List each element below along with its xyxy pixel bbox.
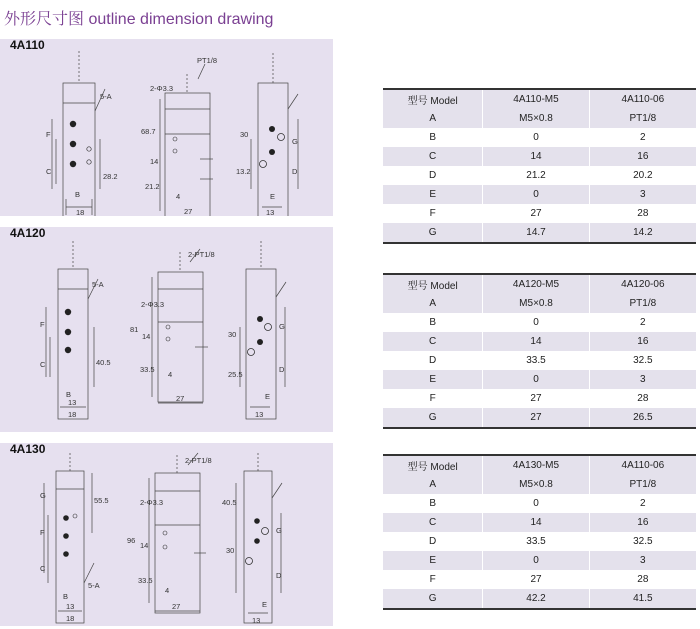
table-cell: C	[383, 147, 483, 166]
table-row	[383, 551, 696, 570]
dim-label: F	[40, 320, 45, 329]
dim-label: G	[279, 322, 285, 331]
table-row	[383, 294, 696, 313]
table-cell: 27	[483, 204, 589, 223]
dim-label: 18	[68, 410, 77, 419]
dim-label: 13	[68, 398, 77, 407]
table-cell: B	[383, 494, 483, 513]
table-cell: 型号 Model	[383, 455, 483, 475]
thread-label: 5-A	[100, 92, 112, 101]
table-cell: 33.5	[483, 532, 589, 551]
dim-label: G	[40, 491, 46, 500]
dim-label: 13	[255, 410, 264, 419]
table-row	[383, 494, 696, 513]
dim-label: 13	[66, 602, 75, 611]
dim-label: 30	[228, 330, 237, 339]
dim-label: E	[265, 392, 271, 401]
table-cell: 2	[589, 128, 696, 147]
table-cell: 0	[483, 551, 589, 570]
table-cell: F	[383, 204, 483, 223]
spec-table-4a120	[383, 273, 696, 429]
table-cell: 3	[589, 370, 696, 389]
dim-label: D	[292, 167, 298, 176]
table-cell: 41.5	[589, 589, 696, 609]
dim-label: 28.2	[103, 172, 118, 181]
table-row	[383, 513, 696, 532]
table-cell: A	[383, 294, 483, 313]
table-cell: 4A110-06	[589, 455, 696, 475]
dim-label: 4	[165, 586, 170, 595]
dim-label: 81	[130, 325, 139, 334]
page-title: 外形尺寸图 outline dimension drawing	[4, 11, 274, 28]
table-cell: 14	[483, 332, 589, 351]
table-row	[383, 166, 696, 185]
table-cell: B	[383, 128, 483, 147]
table-cell: 4A110-06	[589, 89, 696, 109]
table-cell: 26.5	[589, 408, 696, 428]
table-cell: PT1/8	[589, 294, 696, 313]
dim-label: 4	[176, 192, 181, 201]
table-row	[383, 109, 696, 128]
table-cell: 4A110-M5	[483, 89, 589, 109]
table-cell: 2	[589, 494, 696, 513]
table-cell: 4A120-M5	[483, 274, 589, 294]
table-cell: M5×0.8	[483, 294, 589, 313]
dim-label: 30	[240, 130, 249, 139]
port-label: 2-PT1/8	[188, 250, 215, 259]
port-label: PT1/8	[197, 56, 218, 65]
table-header-row	[383, 89, 696, 109]
dim-label: D	[276, 571, 282, 580]
dim-label: 30	[226, 546, 235, 555]
dimension-drawing	[0, 443, 333, 626]
table-cell: 27	[483, 570, 589, 589]
dim-label: G	[292, 137, 298, 146]
table-cell: 28	[589, 570, 696, 589]
table-cell: E	[383, 551, 483, 570]
dim-label: 21.2	[145, 182, 160, 191]
table-cell: 型号 Model	[383, 89, 483, 109]
table-cell: G	[383, 223, 483, 243]
dim-label: 14	[140, 541, 149, 550]
table-cell: M5×0.8	[483, 109, 589, 128]
table-cell: C	[383, 513, 483, 532]
table-cell: 4A130-M5	[483, 455, 589, 475]
table-cell: 14	[483, 513, 589, 532]
dim-label: B	[75, 190, 81, 199]
table-row	[383, 313, 696, 332]
dim-label: 14	[142, 332, 151, 341]
drawing-panel-4a110	[0, 39, 333, 216]
dim-label: E	[262, 600, 268, 609]
model-label: 4A110	[10, 38, 45, 52]
table-row	[383, 570, 696, 589]
table-row	[383, 475, 696, 494]
table-cell: 32.5	[589, 532, 696, 551]
table-row	[383, 128, 696, 147]
table-row	[383, 351, 696, 370]
dim-label: F	[46, 130, 51, 139]
table-row	[383, 408, 696, 428]
table-row	[383, 185, 696, 204]
dim-label: B	[63, 592, 69, 601]
dim-label: C	[46, 167, 52, 176]
dim-label: 13	[252, 616, 261, 625]
table-cell: PT1/8	[589, 109, 696, 128]
dim-label: 33.5	[140, 365, 155, 374]
table-cell: E	[383, 185, 483, 204]
hole-label: 2-Φ3.3	[140, 498, 164, 507]
dim-label: 18	[76, 208, 85, 216]
model-label: 4A120	[10, 226, 46, 240]
table-cell: PT1/8	[589, 475, 696, 494]
table-cell: 27	[483, 408, 589, 428]
dim-label: D	[279, 365, 285, 374]
table-cell: 32.5	[589, 351, 696, 370]
dim-label: 27	[176, 394, 185, 403]
table-cell: D	[383, 351, 483, 370]
table-cell: 3	[589, 185, 696, 204]
dim-label: F	[40, 528, 45, 537]
dim-label: B	[66, 390, 72, 399]
dimension-drawing	[0, 39, 333, 216]
table-cell: 14.2	[589, 223, 696, 243]
table-cell: F	[383, 389, 483, 408]
table-row	[383, 204, 696, 223]
table-cell: 3	[589, 551, 696, 570]
thread-label: 5-A	[92, 280, 104, 289]
table-cell: 0	[483, 313, 589, 332]
table-cell: 型号 Model	[383, 274, 483, 294]
dim-label: C	[40, 360, 46, 369]
dim-label: 27	[172, 602, 181, 611]
table-cell: G	[383, 589, 483, 609]
table-cell: E	[383, 370, 483, 389]
table-cell: 16	[589, 513, 696, 532]
dim-label: 96	[127, 536, 136, 545]
table-row	[383, 332, 696, 351]
dim-label: 14	[150, 157, 159, 166]
table-cell: F	[383, 570, 483, 589]
table-cell: 0	[483, 185, 589, 204]
table-cell: 28	[589, 204, 696, 223]
table-cell: 0	[483, 128, 589, 147]
dim-label: 25.5	[228, 370, 243, 379]
spec-table-4a130	[383, 454, 696, 610]
dim-label: 55.5	[94, 496, 109, 505]
dim-label: 13.2	[236, 167, 251, 176]
table-cell: G	[383, 408, 483, 428]
table-cell: 20.2	[589, 166, 696, 185]
table-cell: 0	[483, 370, 589, 389]
table-row	[383, 147, 696, 166]
table-cell: 0	[483, 494, 589, 513]
table-cell: 14	[483, 147, 589, 166]
dimension-drawing	[0, 227, 333, 432]
dim-label: 40.5	[96, 358, 111, 367]
table-cell: 27	[483, 389, 589, 408]
table-cell: 4A120-06	[589, 274, 696, 294]
dim-label: 33.5	[138, 576, 153, 585]
port-label: 2-PT1/8	[185, 456, 212, 465]
table-cell: 28	[589, 389, 696, 408]
thread-label: 5-A	[88, 581, 100, 590]
hole-label: 2-Φ3.3	[150, 84, 174, 93]
table-cell: 14.7	[483, 223, 589, 243]
table-cell: C	[383, 332, 483, 351]
drawing-panel-4a130	[0, 443, 333, 626]
dim-label: 68.7	[141, 127, 156, 136]
hole-label: 2-Φ3.3	[141, 300, 165, 309]
dim-label: C	[40, 564, 46, 573]
table-cell: D	[383, 532, 483, 551]
model-label: 4A130	[10, 442, 46, 456]
table-header-row	[383, 274, 696, 294]
dim-label: G	[276, 526, 282, 535]
table-header-row	[383, 455, 696, 475]
table-row	[383, 223, 696, 243]
table-cell: B	[383, 313, 483, 332]
table-row	[383, 370, 696, 389]
table-cell: A	[383, 475, 483, 494]
table-cell: 16	[589, 332, 696, 351]
dim-label: 18	[66, 614, 75, 623]
table-row	[383, 589, 696, 609]
dim-label: 40.5	[222, 498, 237, 507]
dim-label: E	[270, 192, 276, 201]
table-row	[383, 532, 696, 551]
dim-label: 27	[184, 207, 193, 216]
drawing-panel-4a120	[0, 227, 333, 432]
table-cell: M5×0.8	[483, 475, 589, 494]
table-cell: D	[383, 166, 483, 185]
table-cell: 21.2	[483, 166, 589, 185]
table-cell: 16	[589, 147, 696, 166]
table-cell: A	[383, 109, 483, 128]
table-cell: 33.5	[483, 351, 589, 370]
dim-label: 13	[266, 208, 275, 216]
spec-table-4a110	[383, 88, 696, 244]
table-row	[383, 389, 696, 408]
dim-label: 4	[168, 370, 173, 379]
table-cell: 42.2	[483, 589, 589, 609]
table-cell: 2	[589, 313, 696, 332]
